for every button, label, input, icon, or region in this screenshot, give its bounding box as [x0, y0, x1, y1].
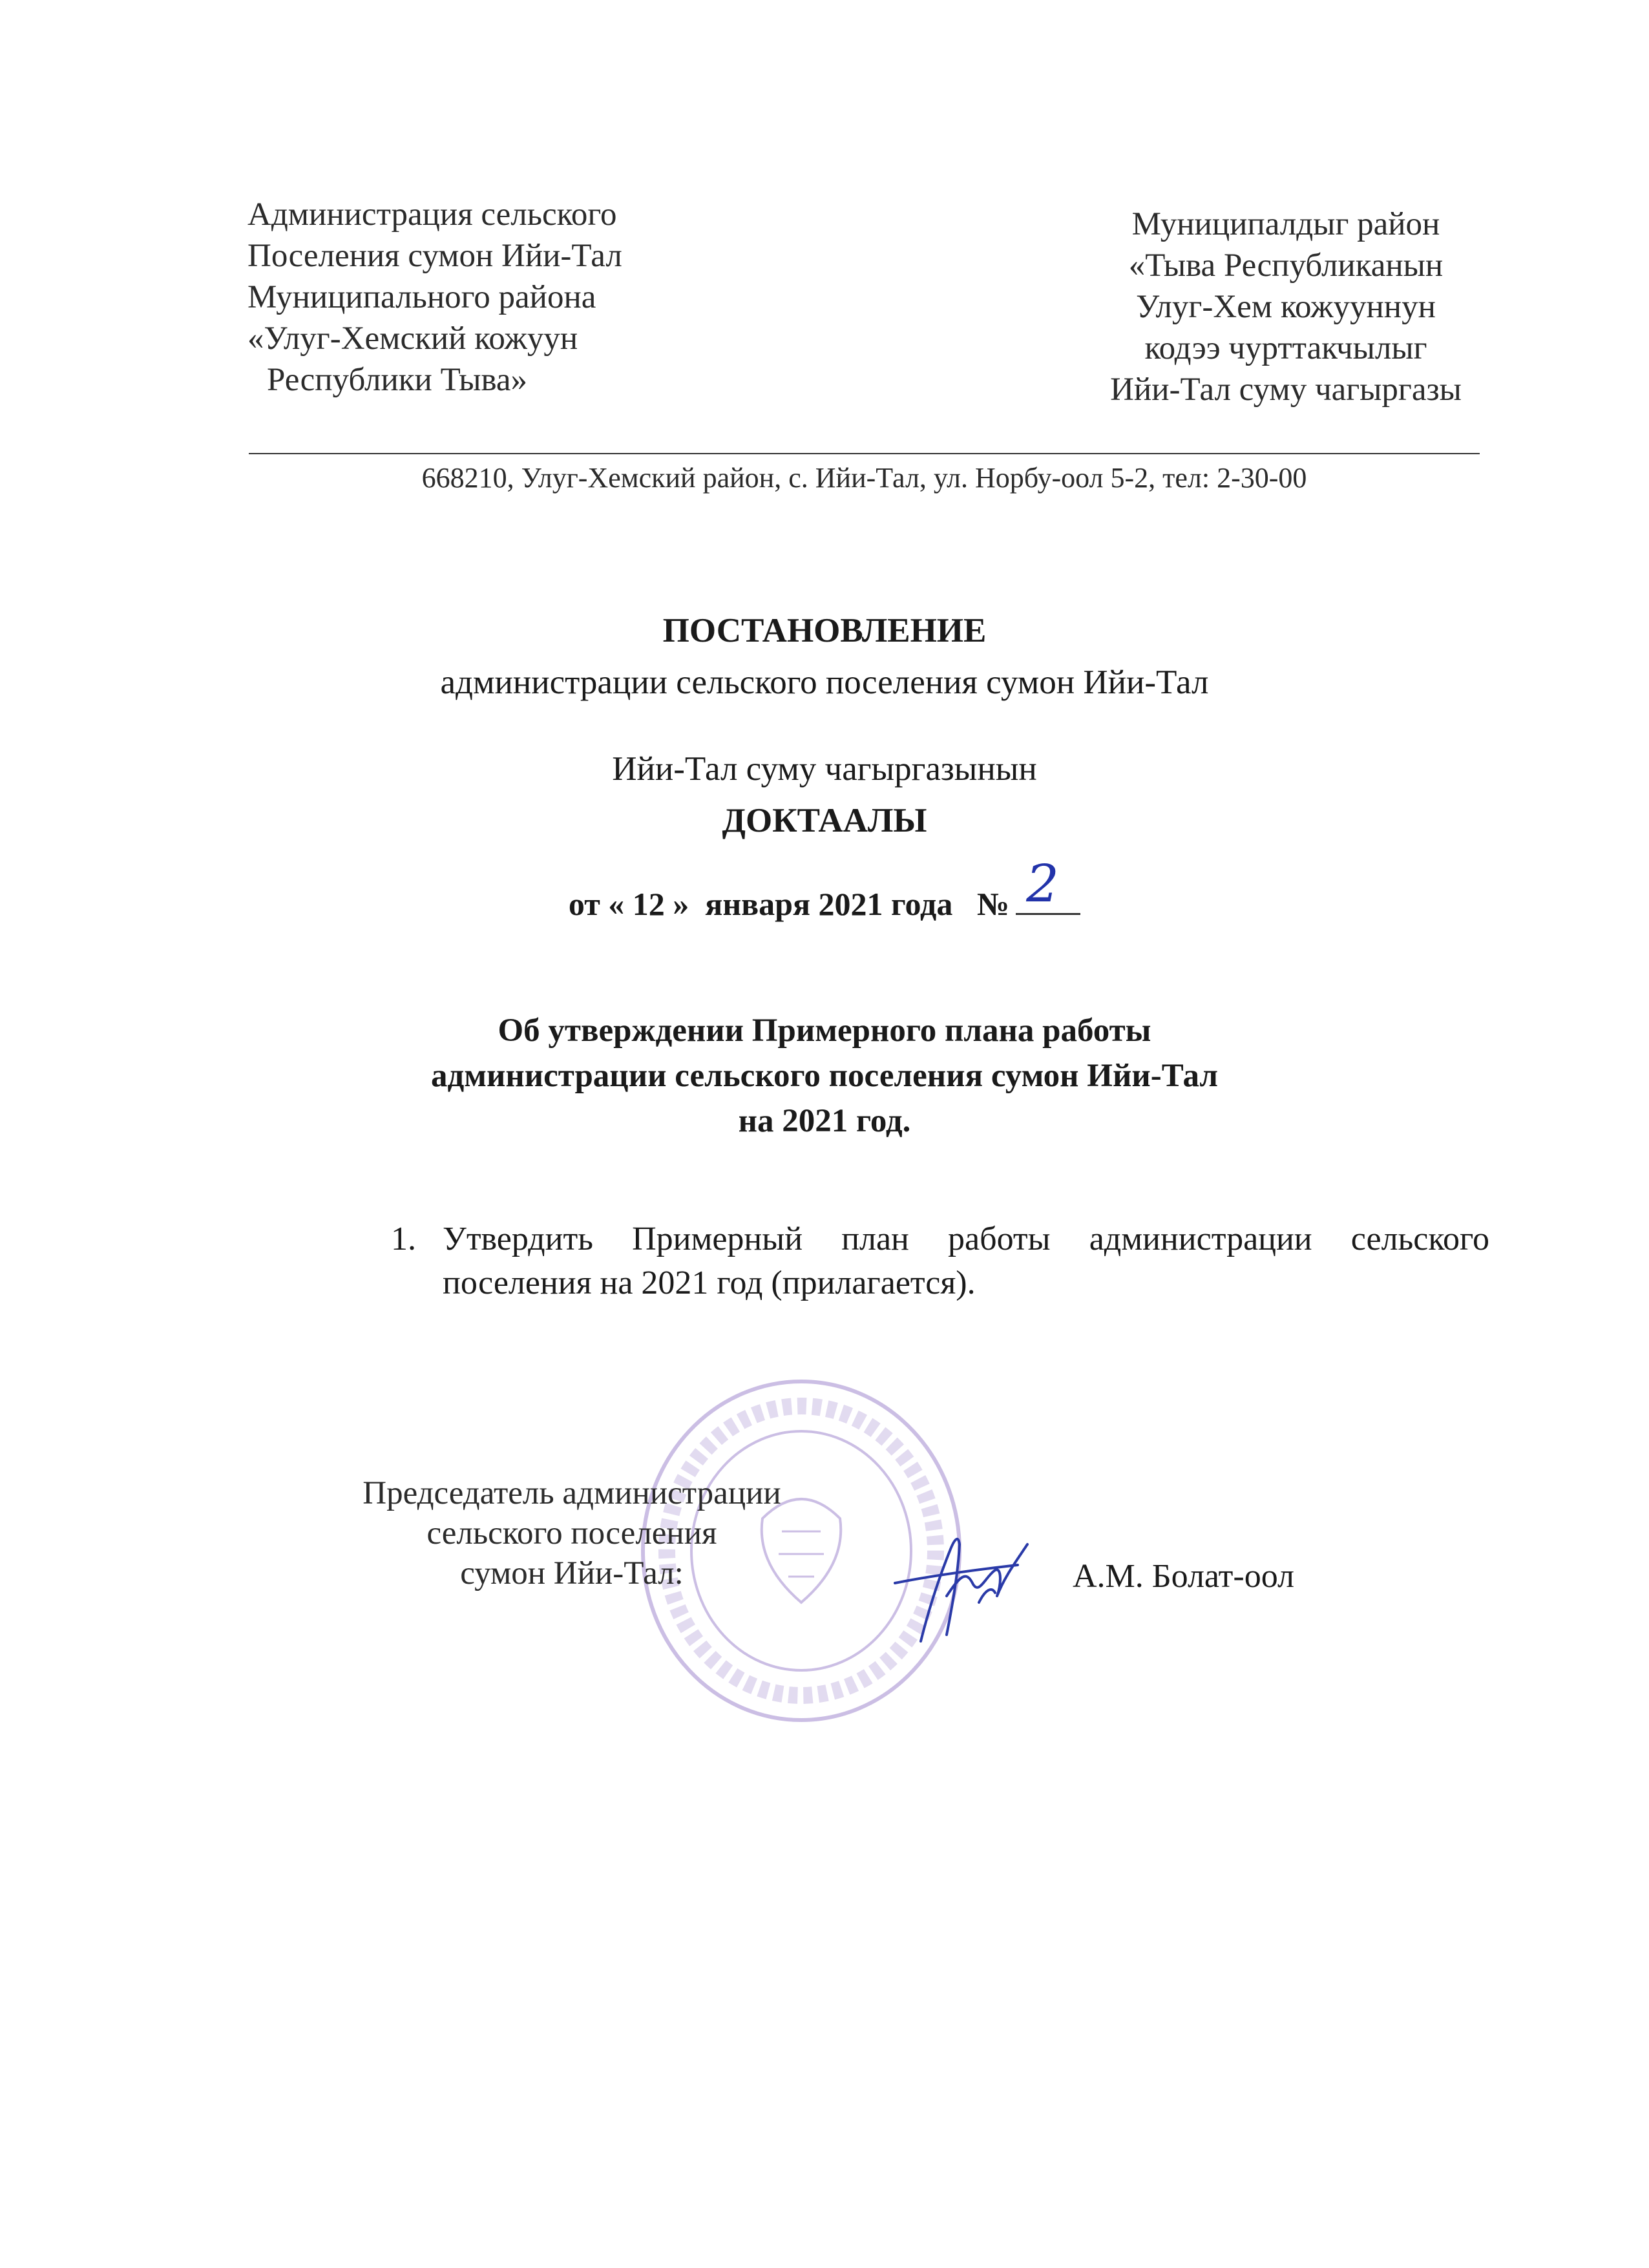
document-title-tuv: ДОКТААЛЫ [722, 802, 927, 839]
list-item [391, 1217, 1489, 1305]
handwritten-signature [882, 1506, 1050, 1654]
signatory-position-line: сумон Ийи-Тал: [460, 1555, 684, 1591]
header-right-line: Муниципалдыг район [1131, 206, 1440, 242]
header-left-line: Республики Тыва» [267, 362, 528, 398]
header-left-line: «Улуг-Хемский кожуун [247, 320, 578, 357]
header-right-block [1073, 204, 1499, 410]
date-text: от « 12 » января 2021 года № [568, 886, 1010, 922]
header-right-line: Ийи-Тал суму чагыргазы [1110, 372, 1462, 408]
header-left-block [247, 194, 622, 401]
date-line [0, 854, 1649, 923]
signatory-position-line: сельского поселения [426, 1515, 717, 1551]
header-left-line: Поселения сумон Ийи-Тал [247, 238, 622, 274]
header-right-line: кодээ чурттакчылыг [1144, 330, 1427, 366]
header-right-line: Улуг-Хем кожууннун [1136, 289, 1436, 325]
document-title-ru: ПОСТАНОВЛЕНИЕ [662, 612, 987, 649]
header-left-line: Муниципального района [247, 279, 596, 315]
document-number-field [1016, 854, 1080, 915]
handwritten-number: 2 [1026, 854, 1059, 914]
signatory-position-line: Председатель администрации [362, 1475, 781, 1511]
header-left-line: Администрация сельского [247, 196, 617, 233]
document-subtitle-tuv: Ийи-Тал суму чагыргазынын [612, 750, 1037, 788]
address-line: 668210, Улуг-Хемский район, с. Ийи-Тал, ул. Норбу-оол 5-2, тел: 2-30-00 [421, 462, 1307, 494]
subject-line: на 2021 год. [738, 1103, 911, 1139]
document-subtitle-ru: администрации сельского поселения сумон Ийи-Тал [440, 664, 1209, 701]
list-item-text: Утвердить Примерный план работы администрации сельского поселения на 2021 год (прилагается). [443, 1221, 1489, 1301]
signatory-position [304, 1473, 840, 1593]
header-divider [249, 453, 1480, 454]
document-subject [0, 1008, 1649, 1144]
list-item-number: 1. [391, 1221, 416, 1257]
subject-line: администрации сельского поселения сумон Ийи-Тал [430, 1058, 1219, 1094]
signatory-name: А.М. Болат-оол [1073, 1558, 1294, 1595]
subject-line: Об утверждении Примерного плана работы [498, 1013, 1151, 1049]
header-right-line: «Тыва Республиканын [1128, 247, 1444, 284]
